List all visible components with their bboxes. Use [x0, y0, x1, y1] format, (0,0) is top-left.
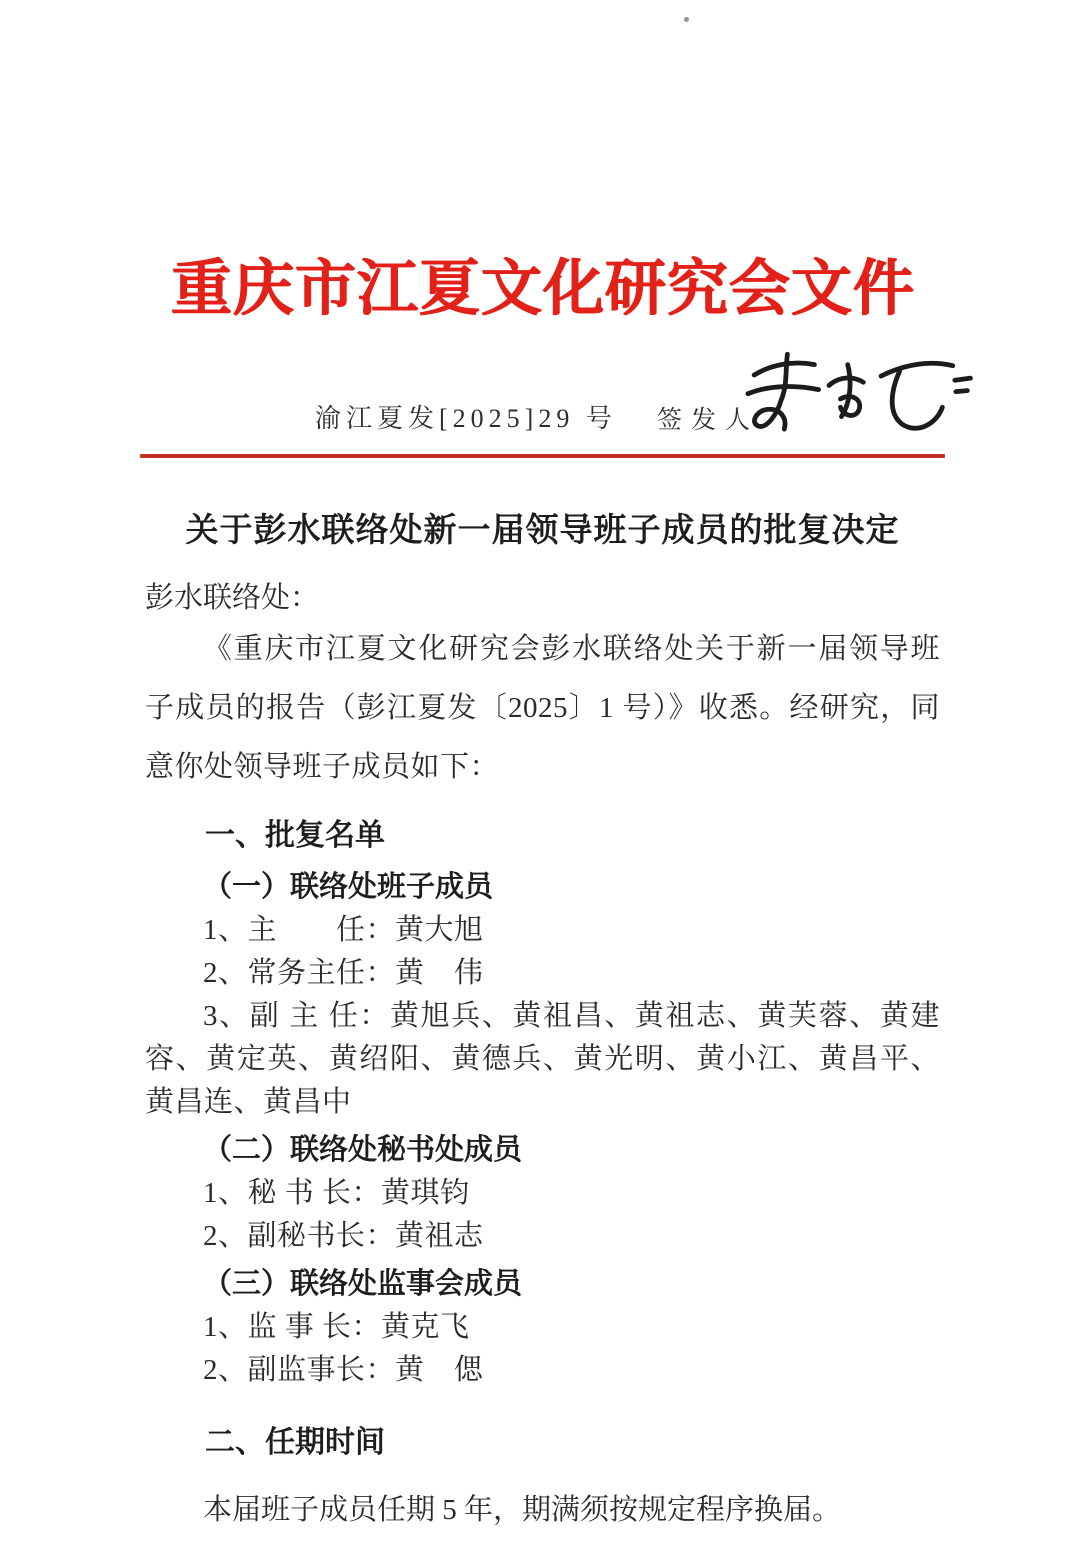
list-item: 2、常务主任：黄 伟 — [203, 957, 484, 989]
section-1-heading: 一、批复名单 — [205, 819, 385, 852]
signer-label: 签发人 — [657, 407, 760, 434]
intro-paragraph: 《重庆市江夏文化研究会彭水联络处关于新一届领导班子成员的报告（彭江夏发〔2025〕1 号）》收悉。经研究，同意你处领导班子成员如下： — [145, 633, 940, 783]
list-item: 1、秘 书 长：黄琪钧 — [203, 1177, 470, 1209]
list-item: 1、监 事 长：黄克飞 — [203, 1311, 470, 1343]
term-paragraph: 本届班子成员任期 5 年，期满须按规定程序换届。 — [203, 1494, 842, 1526]
group-3-heading: （三）联络处监事会成员 — [203, 1268, 523, 1300]
list-item: 1、主 任：黄大旭 — [203, 914, 484, 946]
document-title: 关于彭水联络处新一届领导班子成员的批复决定 — [185, 513, 900, 549]
scan-artifact-dot-icon — [684, 17, 689, 22]
group-1-heading: （一）联络处班子成员 — [203, 871, 494, 903]
document-number: 渝江夏发[2025]29 号 — [315, 404, 617, 433]
org-letterhead-title: 重庆市江夏文化研究会文件 — [170, 256, 915, 323]
group-2-heading: （二）联络处秘书处成员 — [203, 1134, 523, 1166]
list-item: 2、副监事长：黄 偲 — [203, 1354, 484, 1386]
document-meta-row — [145, 366, 940, 454]
list-item: 2、副秘书长：黄祖志 — [203, 1220, 484, 1252]
list-item: 3、副 主 任：黄旭兵、黄祖昌、黄祖志、黄芙蓉、黄建容、黄定英、黄绍阳、黄德兵、黄光明、黄小江、黄昌平、黄昌连、黄昌中 — [145, 1000, 940, 1118]
handwritten-signature-icon — [725, 348, 985, 457]
document-content — [0, 246, 1080, 1532]
section-2-heading: 二、任期时间 — [205, 1426, 385, 1459]
salutation: 彭水联络处： — [145, 582, 320, 614]
